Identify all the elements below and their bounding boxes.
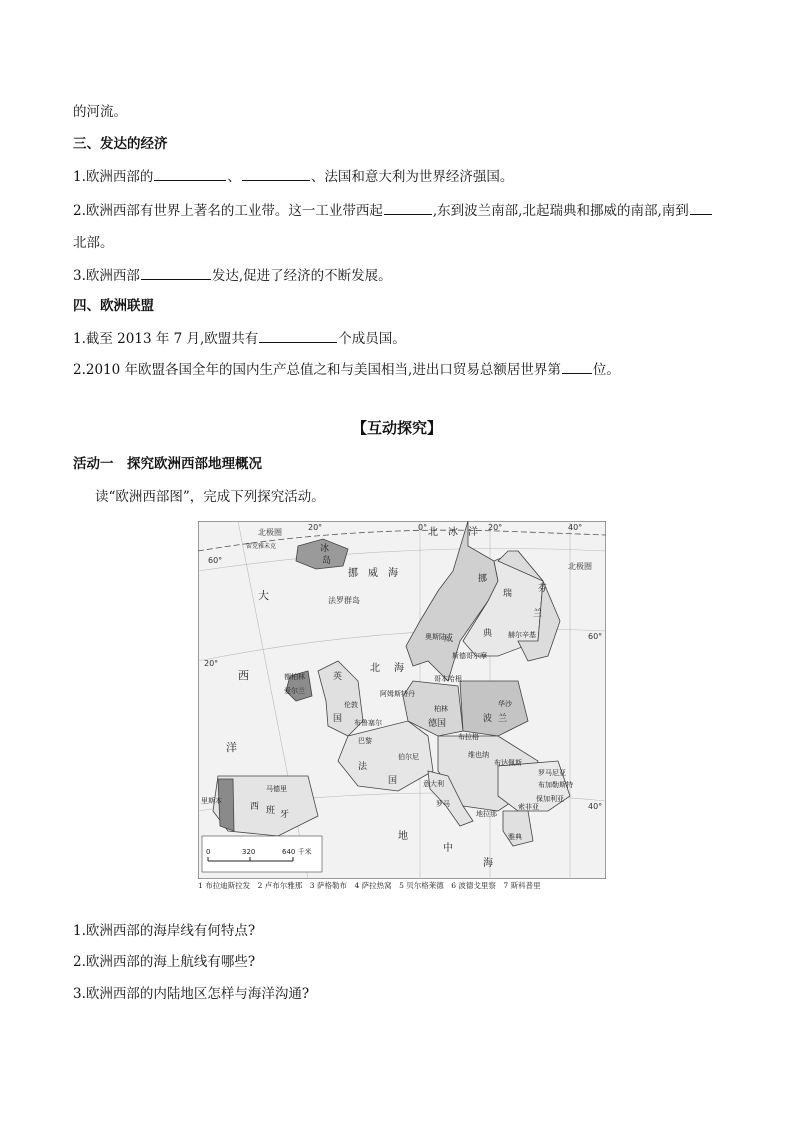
q3-text-b: 发达,促进了经济的不断发展。 <box>211 268 392 284</box>
map-western-europe <box>198 521 606 893</box>
heading-eu: 四、欧洲联盟 <box>73 298 154 314</box>
question-economic-powers <box>73 166 513 187</box>
label-london: 伦敦 <box>344 701 358 709</box>
label-atlantic-3: 洋 <box>226 741 237 754</box>
q3-text-a: 3.欧洲西部 <box>73 268 140 284</box>
section-title: 【互动探究】 <box>351 419 442 437</box>
label-paris: 巴黎 <box>358 737 372 745</box>
text-line-rivers: 的河流。 <box>73 104 127 120</box>
fill-blank[interactable] <box>141 265 211 280</box>
lon-label: 20° <box>488 523 503 532</box>
label-bulgaria: 保加利亚 <box>536 795 564 803</box>
q1-text-c: 、法国和意大利为世界经济强国。 <box>310 169 514 185</box>
label-med-2: 中 <box>443 843 453 854</box>
question-developed <box>73 265 392 286</box>
activity-title: 活动一 探究欧洲西部地理概况 <box>73 456 262 472</box>
label-vienna: 维也纳 <box>468 751 489 759</box>
label-tirana: 地拉那 <box>476 810 497 818</box>
q5-text-a: 2.2010 年欧盟各国全年的国内生产总值之和与美国相当,进出口贸易总额居世界第 <box>73 362 561 378</box>
label-berlin: 柏林 <box>434 705 448 713</box>
label-prague: 布拉格 <box>458 733 479 741</box>
label-uk-2: 国 <box>333 714 343 724</box>
arctic-label-right: 北极圈 <box>568 562 592 571</box>
question-industrial-belt-cont: 北部。 <box>73 235 114 251</box>
q1-text-b: 、 <box>227 169 241 185</box>
label-norway-1: 挪 <box>478 574 488 584</box>
label-germany: 德国 <box>428 719 447 729</box>
lat-label: 60° <box>208 556 223 565</box>
label-island: 岛 <box>322 556 332 566</box>
map-svg <box>198 521 606 879</box>
q2-text-b: ,东到波兰南部,北起瑞典和挪威的南部,南到 <box>432 203 689 219</box>
fill-blank[interactable] <box>384 200 432 215</box>
label-faroe: 法罗群岛 <box>328 596 360 605</box>
arctic-label: 北极圈 <box>258 528 282 537</box>
label-reykjavik: 雷克雅未克 <box>246 543 277 550</box>
label-bern: 伯尔尼 <box>398 753 419 761</box>
label-bucharest: 布加勒斯特 <box>538 781 573 789</box>
label-budapest: 布达佩斯 <box>494 759 522 767</box>
label-sofia: 索非亚 <box>518 803 539 811</box>
label-north-sea-1: 北 <box>370 663 380 674</box>
label-uk-1: 英 <box>333 672 343 682</box>
label-sweden-2: 典 <box>483 629 493 639</box>
label-norwegian-sea: 挪 威 海 <box>348 568 398 579</box>
label-poland-1: 波 <box>483 714 493 724</box>
label-italy: 意大利 <box>423 780 444 788</box>
scale-label-0: 0 <box>206 848 211 856</box>
question-coastline: 1.欧洲西部的海岸线有何特点? <box>73 923 256 939</box>
map-scale-bar <box>202 836 322 872</box>
label-spain-1: 西 <box>250 802 260 812</box>
heading-economy: 三、发达的经济 <box>73 136 168 152</box>
lat-label: 40° <box>588 802 603 811</box>
lon-label: 40° <box>568 523 583 532</box>
label-amsterdam: 阿姆斯特丹 <box>380 690 415 698</box>
portugal-shape <box>218 779 234 831</box>
question-eu-gdp <box>73 359 620 380</box>
question-inland-access: 3.欧洲西部的内陆地区怎样与海洋沟通? <box>73 986 310 1002</box>
scale-label-320: 320 <box>242 848 256 856</box>
label-ice: 冰 <box>320 544 330 554</box>
label-med-1: 地 <box>398 831 408 842</box>
q5-text-b: 位。 <box>592 362 620 378</box>
question-industrial-belt <box>73 200 713 221</box>
label-finland-1: 芬 <box>538 584 548 594</box>
label-spain-3: 牙 <box>280 810 290 820</box>
label-france-2: 国 <box>388 776 398 786</box>
label-north-sea-2: 海 <box>394 663 404 674</box>
label-atlantic-2: 西 <box>238 669 249 682</box>
fill-blank[interactable] <box>690 200 712 215</box>
label-finland-2: 兰 <box>533 609 543 619</box>
fill-blank[interactable] <box>562 359 592 374</box>
question-eu-members <box>73 328 406 349</box>
label-oslo: 奥斯陆 <box>425 633 446 641</box>
lon-label: 20° <box>308 523 323 532</box>
q1-text-a: 1.欧洲西部的 <box>73 169 154 185</box>
label-stockholm: 斯德哥尔摩 <box>452 652 487 660</box>
q2-text-a: 2.欧洲西部有世界上著名的工业带。这一工业带西起 <box>73 203 383 219</box>
fill-blank[interactable] <box>154 166 226 181</box>
label-sweden-1: 瑞 <box>503 589 513 599</box>
lon-label: 0° <box>418 523 428 532</box>
fill-blank[interactable] <box>259 328 337 343</box>
scale-label-640: 640 千米 <box>282 848 312 856</box>
label-madrid: 马德里 <box>266 785 287 793</box>
label-copenhagen: 哥本哈根 <box>434 675 462 683</box>
label-helsinki: 赫尔辛基 <box>508 631 536 639</box>
label-spain-2: 班 <box>266 806 276 816</box>
fill-blank[interactable] <box>242 166 310 181</box>
question-sea-routes: 2.欧洲西部的海上航线有哪些? <box>73 954 256 970</box>
label-lisbon: 里斯本 <box>201 797 222 805</box>
label-dublin: 都柏林 <box>284 673 305 681</box>
lat-label: 60° <box>588 632 603 641</box>
label-ireland: 爱尔兰 <box>284 687 305 695</box>
activity-intro: 读“欧洲西部图”，完成下列探究活动。 <box>95 489 325 505</box>
label-atlantic-1: 大 <box>258 589 269 602</box>
label-athens: 雅典 <box>508 833 522 841</box>
label-arctic-ocean: 北 冰 洋 <box>428 527 478 538</box>
label-rome: 罗马 <box>436 800 450 808</box>
q4-text-a: 1.截至 2013 年 7 月,欧盟共有 <box>73 331 259 347</box>
label-poland-2: 兰 <box>498 714 508 724</box>
label-warsaw: 华沙 <box>498 700 512 708</box>
lat-label: 20° <box>204 659 219 668</box>
map-legend: 1 布拉迪斯拉发 2 卢布尔雅那 3 萨格勒布 4 萨拉热窝 5 贝尔格莱德 6 波德戈里察 7 斯科普里 <box>198 881 541 890</box>
label-romania: 罗马尼亚 <box>538 769 566 777</box>
label-france-1: 法 <box>358 762 368 772</box>
label-brussels: 布鲁塞尔 <box>354 719 382 727</box>
label-norway-2: 威 <box>444 634 454 644</box>
label-med-3: 海 <box>483 858 493 869</box>
q4-text-b: 个成员国。 <box>338 331 406 347</box>
